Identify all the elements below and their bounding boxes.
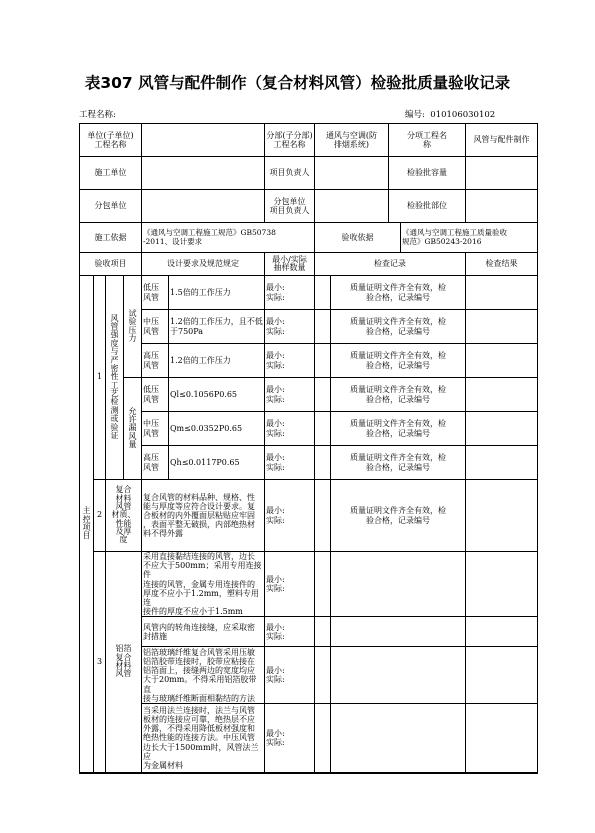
group2-result [466, 480, 538, 552]
group1-row6-requirement: Qh≤0.0117P0.65 [169, 446, 265, 480]
acceptance-basis-label: 验收依据 [315, 223, 401, 253]
group3-row4-result [466, 704, 538, 773]
group3-row4-sample: 最小: 实际: [265, 704, 315, 773]
group1-row5-record: 质量证明文件齐全有效，检 验合格，记录编号 [331, 412, 466, 446]
acceptance-basis-value: 《通风与空调工程施工质量验收 规范》GB50243-2016 [401, 223, 538, 253]
group2-number: 2 [94, 480, 106, 552]
project-manager-value [315, 157, 389, 190]
group1-row4-result [466, 378, 538, 412]
construction-basis-label: 施工依据 [80, 223, 142, 253]
group1-row2-requirement: 1.2倍的工作压力，且不低 于750Pa [169, 310, 265, 344]
col-min-sample: 最小/实际 抽样数量 [265, 253, 315, 276]
col-item: 验收项目 [80, 253, 142, 276]
group3-number: 3 [94, 552, 106, 773]
subcontract-manager-label: 分包单位 项目负责人 [265, 190, 315, 223]
group1-row4-sample: 最小: 实际: [265, 378, 315, 412]
col-result: 检查结果 [466, 253, 538, 276]
subitem-value: 风管与配件制作 [466, 124, 538, 157]
group1-pressure-label: 试 验 压 力 [124, 276, 142, 378]
batch-location-label: 检验批部位 [389, 190, 466, 223]
group1-row2-sample: 最小: 实际: [265, 310, 315, 344]
group1-row5-requirement: Qm≤0.0352P0.65 [169, 412, 265, 446]
page-title: 表307 风管与配件制作（复合材料风管）检验批质量验收记录 [84, 74, 511, 92]
group1-row1-requirement: 1.5倍的工作压力 [169, 276, 265, 310]
group1-row3-result [466, 344, 538, 378]
group1-row6-result [466, 446, 538, 480]
main-control-label: 主 控 项 目 [80, 276, 94, 773]
group3-row1-sample: 最小: 实际: [265, 552, 315, 617]
group1-row2-result [466, 310, 538, 344]
group1-row6-record: 质量证明文件齐全有效，检 验合格，记录编号 [331, 446, 466, 480]
record-code [405, 108, 495, 120]
group1-row5-sample: 最小: 实际: [265, 412, 315, 446]
group1-row2-record: 质量证明文件齐全有效，检 验合格，记录编号 [331, 310, 466, 344]
group3-row1-result [466, 552, 538, 617]
group3-row1-record [331, 552, 466, 617]
construction-basis-value: 《通风与空调工程施工规范》GB50738 -2011、设计要求 [142, 223, 315, 253]
record-code-label: 编号: [405, 110, 425, 120]
batch-capacity-value [466, 157, 538, 190]
batch-capacity-label: 检验批容量 [389, 157, 466, 190]
group3-row3-record [331, 647, 466, 704]
group1-number: 1 [94, 276, 106, 480]
group1-row5-result [466, 412, 538, 446]
group1-row3-record: 质量证明文件齐全有效，检 验合格，记录编号 [331, 344, 466, 378]
group3-row2-record [331, 617, 466, 647]
subdivision-value: 通风与空调(防 排烟系统) [315, 124, 389, 157]
group1-row4-record: 质量证明文件齐全有效，检 验合格，记录编号 [331, 378, 466, 412]
group1-row1-record: 质量证明文件齐全有效，检 验合格，记录编号 [331, 276, 466, 310]
project-manager-label: 项目负责人 [265, 157, 315, 190]
unit-name-value [142, 124, 265, 157]
batch-location-value [466, 190, 538, 223]
group3-row2-requirement: 风管内的转角连接缝，应采取密 封措施 [142, 617, 265, 647]
group2-label: 复合 材料 风管 材质、 性能 及厚 度 [106, 480, 142, 552]
group1-row6-type: 高压 风管 [142, 446, 169, 480]
group3-row3-requirement: 铝箔玻璃纤维复合风管采用压敏 铝箔胶带连接时，胶带应粘接在 铝箔面上，接缝两边的宽度均应 大于20mm。不得采用铝箔胶带直 接与玻璃纤维断面相黏结的方法 [142, 647, 265, 704]
col-design: 设计要求及规范规定 [142, 253, 265, 276]
group2-requirement: 复合风管的材料品种、规格、性 能与厚度等应符合设计要求。复 合板材的内外覆面层粘贴应牢固 ，表面平整无破损，内部绝热材 料不得外露 [142, 480, 265, 552]
subcontract-unit-label: 分包单位 [80, 190, 142, 223]
group1-row1-sample: 最小: 实际: [265, 276, 315, 310]
subcontract-unit-value [142, 190, 265, 223]
group1-row3-type: 高压 风管 [142, 344, 169, 378]
group2-sample: 最小: 实际: [265, 480, 315, 552]
subdivision-label: 分部(子分部) 工程名称 [265, 124, 315, 157]
group1-row4-requirement: Ql≤0.1056P0.65 [169, 378, 265, 412]
group1-row3-requirement: 1.2倍的工作压力 [169, 344, 265, 378]
col-record: 检查记录 [315, 253, 466, 276]
group3-row3-result [466, 647, 538, 704]
group3-row4-requirement: 当采用法兰连接时，法兰与风管 板材的连接应可靠，绝热层不应 外露，不得采用降低板材强度和 绝热性能的连接方法。中压风管 边长大于1500mm时，风管法兰应 为金属材料 [142, 704, 265, 773]
group1-row2-type: 中压 风管 [142, 310, 169, 344]
group1-label: 风 管 强 度 与 严 密 性 工 艺 检 测 或 验 证 [106, 276, 124, 480]
construction-unit-label: 施工单位 [80, 157, 142, 190]
group2-record: 质量证明文件齐全有效，检 验合格，记录编号 [331, 480, 466, 552]
group1-row6-sample: 最小: 实际: [265, 446, 315, 480]
group3-row4-record [331, 704, 466, 773]
inspection-record-table [79, 123, 538, 774]
group1-row5-type: 中压 风管 [142, 412, 169, 446]
group3-row2-sample: 最小: 实际: [265, 617, 315, 647]
construction-unit-value [142, 157, 265, 190]
group1-row3-sample: 最小: 实际: [265, 344, 315, 378]
group1-leak-label: 允 许 漏 风 量 [124, 378, 142, 480]
group3-row2-result [466, 617, 538, 647]
subitem-label: 分项工程名 称 [389, 124, 466, 157]
group1-row1-type: 低压 风管 [142, 276, 169, 310]
subcontract-manager-value [315, 190, 389, 223]
record-code-value: 010106030102 [430, 110, 496, 120]
project-name-label: 工程名称: [79, 110, 116, 120]
group1-row4-type: 低压 风管 [142, 378, 169, 412]
group3-row1-requirement: 采用直接黏结连接的风管，边长 不应大于500mm；采用专用连接件 连接的风管，金属专用连接件的 厚度不应小于1.2mm，塑料专用连 接件的厚度不应小于1.5mm [142, 552, 265, 617]
unit-name-label: 单位(子单位) 工程名称 [80, 124, 142, 157]
group3-row3-sample: 最小: 实际: [265, 647, 315, 704]
group3-label: 铝箔 复合 材料 风管 [106, 552, 142, 773]
group1-row1-result [466, 276, 538, 310]
